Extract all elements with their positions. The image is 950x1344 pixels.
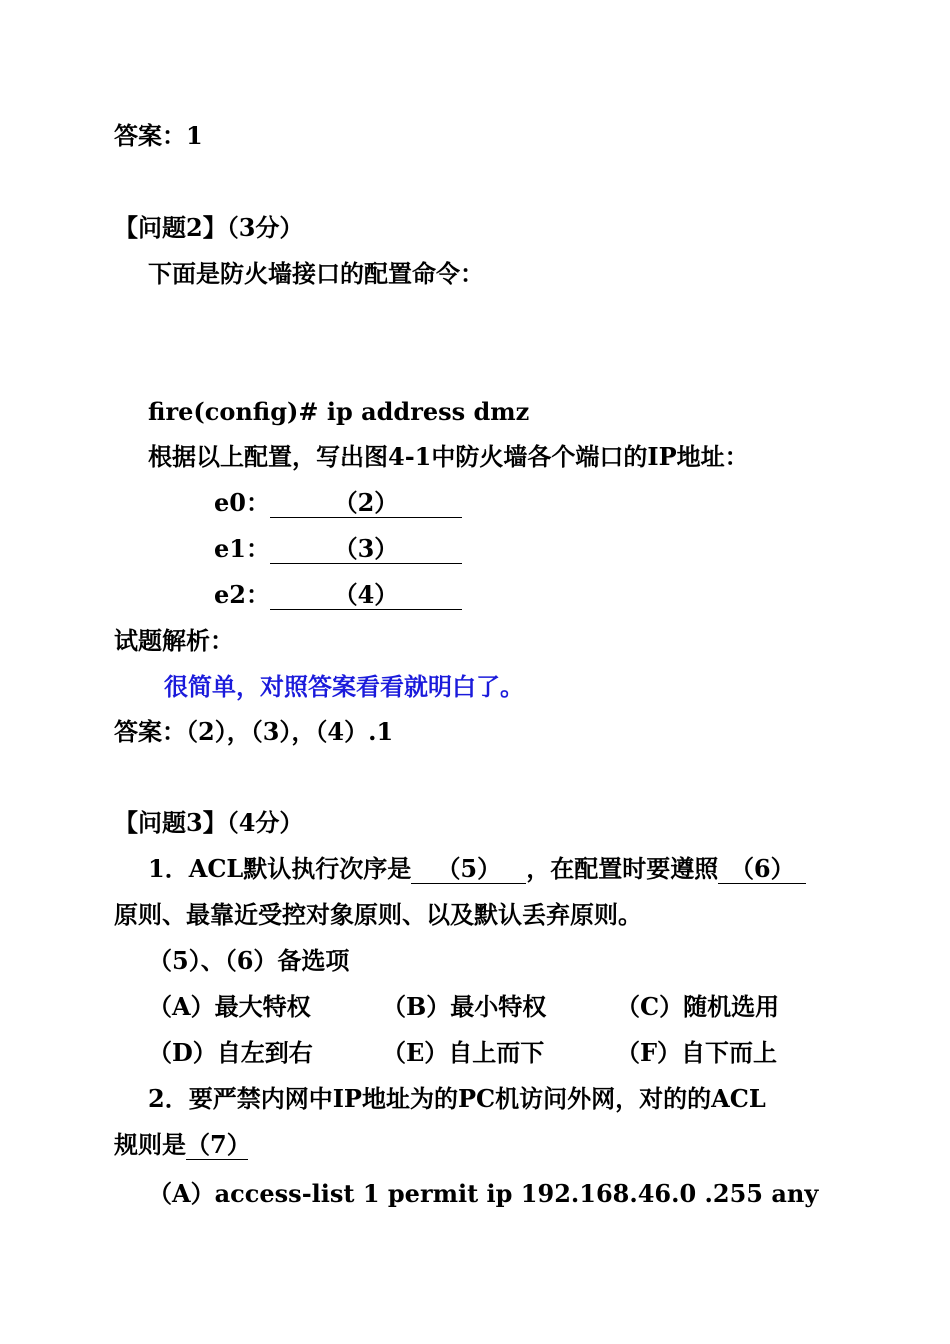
question-3-title: 【问题3】（4分） [114,808,304,837]
option-c: （C）随机选用 [616,992,780,1021]
option-f: （F）自下而上 [616,1038,778,1067]
answer-1: 答案：1 [114,121,203,150]
answer-blank-6: （6） [718,855,806,884]
option-d: （D）自左到右 [148,1038,313,1067]
answer-blank-7: （7） [186,1130,251,1159]
port-row [214,579,462,611]
analysis-heading: 试题解析： [114,626,234,655]
option-b: （B）最小特权 [382,992,547,1021]
question-2-answer: 答案：（2），（3），（4）.1 [114,717,394,746]
answer-blank: （3） [270,535,462,564]
question-3-item-1 [148,853,806,885]
port-label: e1： [214,534,270,563]
option-a-acl: （A）access-list 1 permit ip 192.168.46.0 .255 any [148,1179,819,1208]
options-heading: （5）、（6）备选项 [148,946,350,975]
answer-blank: （2） [270,489,462,518]
option-a: （A）最大特权 [148,992,311,1021]
question-2-instruction: 根据以上配置，写出图4-1中防火墙各个端口的IP地址： [148,442,749,471]
config-command: fire(config)# ip address dmz [148,397,530,426]
question-2-title: 【问题2】（3分） [114,213,304,242]
port-label: e2： [214,580,270,609]
port-row [214,533,462,565]
options-row [148,1037,777,1069]
options-row [148,991,779,1023]
question-2-intro: 下面是防火墙接口的配置命令： [148,259,484,288]
analysis-text: 很简单，对照答案看看就明白了。 [164,672,524,701]
question-3-item-1-cont: 原则、最靠近受控对象原则、以及默认丢弃原则。 [114,900,642,929]
answer-blank: （4） [270,581,462,610]
question-3-item-2: 2．要严禁内网中IP地址为的PC机访问外网，对的的ACL [148,1084,766,1113]
item-2-cont-text: 规则是 [114,1130,186,1159]
option-e: （E）自上而下 [382,1038,545,1067]
answer-blank-5: （5） [411,855,526,884]
item-1-text: 1．ACL默认执行次序是 [148,854,412,883]
item-1-middle: ，在配置时要遵照 [526,854,719,883]
port-row [214,487,462,519]
question-3-item-2-cont [114,1129,251,1161]
port-label: e0： [214,488,270,517]
